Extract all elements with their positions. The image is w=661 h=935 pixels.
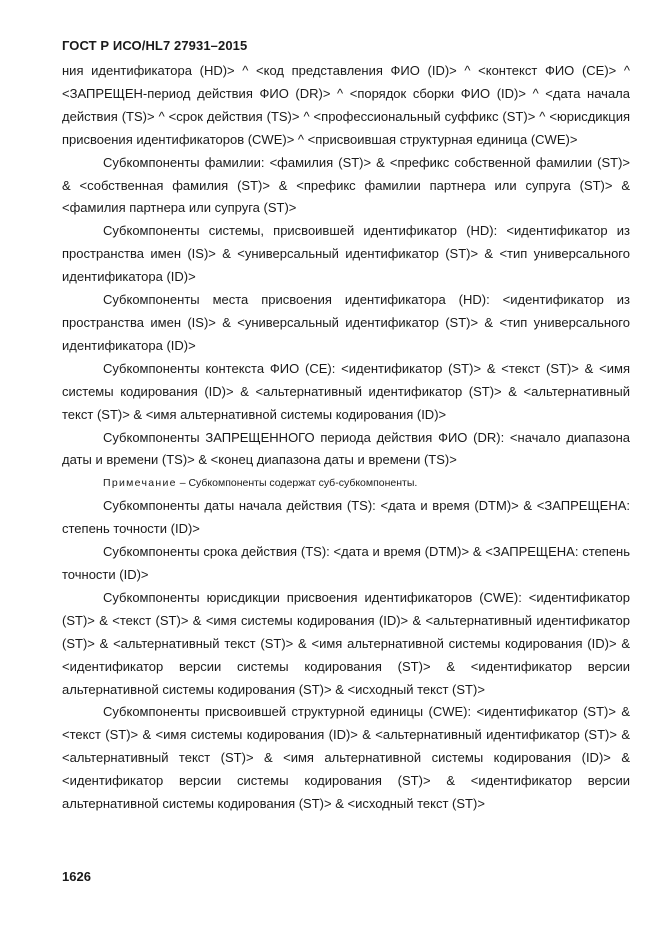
document-header: ГОСТ Р ИСО/HL7 27931–2015 (62, 38, 248, 53)
paragraph-assigning-jurisdiction: Субкомпоненты юрисдикции присвоения идентификаторов (CWE): <идентификатор (ST)> & <текст (ST)> & <имя системы кодирования (ID)> & <альтернативный идентификатор (ST)> & <альтернативный текст (ST)> & <имя альтернативной системы кодирования (ID)> & <идентификатор версии системы кодирования (ST)> & <идентификатор версии альтернативной системы кодирования (ST)> & <исходный текст (ST)> (62, 589, 630, 697)
note-label: Примечание (103, 477, 177, 490)
paragraph-assigning-agency: Субкомпоненты присвоившей структурной единицы (CWE): <идентификатор (ST)> & <текст (ST)> & <имя системы кодирования (ID)> & <альтернативный идентификатор (ST)> & <альтернативный текст (ST)> & <имя альтернативной системы кодирования (ID)> & <идентификатор версии системы кодирования (ST)> & <идентификатор версии альтернативной системы кодирования (ST)> & <исходный текст (ST)> (62, 704, 630, 812)
note (62, 473, 630, 493)
paragraph-assigning-authority: Субкомпоненты системы, присвоившей идентификатор (HD): <идентификатор из пространства имен (IS)> & <универсальный идентификатор (ST)> & <тип универсального идентификатора (ID)> (62, 223, 630, 285)
paragraph-effective-date: Субкомпоненты даты начала действия (TS): <дата и время (DTM)> & <ЗАПРЕЩЕНА: степень точности (ID)> (62, 498, 630, 537)
note-text: – Субкомпоненты содержат суб-субкомпоненты. (176, 477, 418, 490)
document-body (62, 60, 630, 816)
paragraph-assigning-facility: Субкомпоненты места присвоения идентификатора (HD): <идентификатор из пространства имен (IS)> & <универсальный идентификатор (ST)> & <тип универсального идентификатора (ID)> (62, 292, 630, 353)
page-number: 1626 (62, 869, 91, 884)
paragraph-surname-subcomponents: Субкомпоненты фамилии: <фамилия (ST)> & <префикс собственной фамилии (ST)> & <собственная фамилия (ST)> & <префикс фамилии партнера или супруга (ST)> & <фамилия партнера или супруга (ST)> (62, 154, 630, 216)
paragraph-continuation: ния идентификатора (HD)> ^ <код представления ФИО (ID)> ^ <контекст ФИО (CE)> ^ <ЗАПРЕЩЕН-период действия ФИО (DR)> ^ <порядок сборки ФИО (ID)> ^ <дата начала действия (TS)> ^ <срок действия (TS)> ^ <профессиональный суффикс (ST)> ^ <юрисдикция присвоения идентификаторов (CWE)> ^ <присвоившая структурная единица (CWE)> (62, 63, 630, 147)
paragraph-name-validity-range: Субкомпоненты ЗАПРЕЩЕННОГО периода действия ФИО (DR): <начало диапазона даты и времени (TS)> & <конец диапазона даты и времени (TS)> (62, 429, 630, 468)
paragraph-name-context: Субкомпоненты контекста ФИО (CE): <идентификатор (ST)> & <текст (ST)> & <имя системы кодирования (ID)> & <альтернативный идентификатор (ST)> & <альтернативный текст (ST)> & <имя альтернативной системы кодирования (ID)> (62, 360, 630, 422)
paragraph-expiration-date: Субкомпоненты срока действия (TS): <дата и время (DTM)> & <ЗАПРЕЩЕНА: степень точности (ID)> (62, 544, 630, 583)
